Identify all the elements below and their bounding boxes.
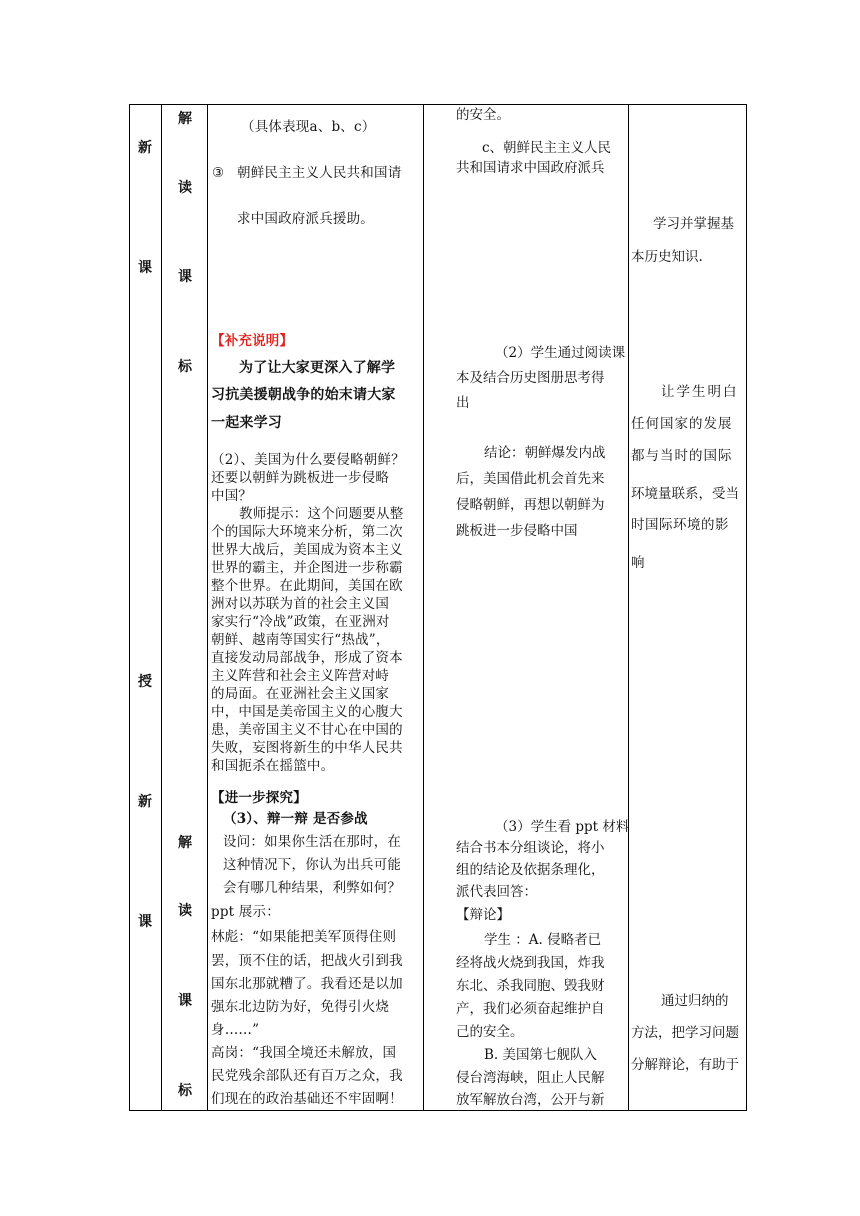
reading-label-char: 课 <box>178 993 192 1009</box>
content-line: 求中国政府派兵援助。 <box>237 211 374 227</box>
activity-text: 产，我们必须奋起维护自 <box>456 1001 605 1017</box>
quote-text: 国东北那就糟了。我看还是以加 <box>211 976 403 992</box>
activity-text: 侵台湾海峡，阻止人民解 <box>456 1070 605 1086</box>
activity-text: 本及结合历史图册思考得 <box>456 370 605 386</box>
quote-text: 们现在的政治基础还不牢固啊！ <box>211 1091 403 1107</box>
column-divider-3 <box>423 104 424 1111</box>
intent-text: 本历史知识. <box>631 249 703 265</box>
intent-text: 学习并掌握基 <box>653 216 734 232</box>
quote-text: 强东北边防为好，免得引火烧 <box>211 999 390 1015</box>
activity-text: 结合书本分组谈论，将小 <box>456 840 605 856</box>
activity-text: 共和国请求中国政府派兵 <box>456 160 605 176</box>
question-text: 中国？ <box>211 488 253 504</box>
intent-text: 响 <box>631 555 645 571</box>
reading-label-char: 课 <box>178 269 192 285</box>
teacher-hint: 的局面。在亚洲社会主义国家 <box>211 686 390 702</box>
reading-label-char: 读 <box>178 180 192 196</box>
activity-text: 放军解放台湾，公开与新 <box>456 1092 605 1108</box>
explore-title: （3）、辩一辩 是否参战 <box>223 811 368 827</box>
table-bottom-border <box>129 1110 746 1111</box>
activity-text: （3）学生看 ppt 材料 <box>495 819 630 835</box>
teacher-hint: 世界大战后，美国成为资本主义 <box>211 542 403 558</box>
quote-text: 罢，顶不住的话，把战火引到我 <box>211 953 403 969</box>
table-top-border <box>129 104 746 105</box>
content-line: （具体表现a、b、c） <box>241 119 376 135</box>
quote-text: 身……” <box>211 1022 260 1038</box>
column-divider-1 <box>161 104 162 1111</box>
supplement-text: 一起来学习 <box>211 415 282 431</box>
section-label-char: 新 <box>138 140 152 156</box>
teacher-hint: 世界的霸主，并企图进一步称霸 <box>211 560 403 576</box>
explore-heading: 【进一步探究】 <box>211 790 307 806</box>
reading-label-char: 解 <box>178 835 192 851</box>
section-label-char: 授 <box>138 674 152 690</box>
question-text: 会有哪几种结果，利弊如何？ <box>223 880 402 896</box>
column-divider-4 <box>628 104 629 1111</box>
activity-text: B. 美国第七舰队入 <box>484 1047 598 1063</box>
table-right-border <box>746 104 747 1111</box>
supplement-text: 为了让大家更深入了解学 <box>239 360 396 376</box>
reading-label-char: 标 <box>178 359 192 375</box>
teacher-hint: 洲对以苏联为首的社会主义国 <box>211 596 390 612</box>
question-text: 设问：如果你生活在那时，在 <box>223 834 402 850</box>
teacher-hint: 整个世界。在此期间，美国在欧 <box>211 578 403 594</box>
section-label-char: 课 <box>138 914 152 930</box>
activity-text: 跳板进一步侵略中国 <box>456 523 578 539</box>
activity-text: 东北、杀我同胞、毁我财 <box>456 978 605 994</box>
activity-text: 结论：朝鲜爆发内战 <box>484 445 606 461</box>
activity-text: 学生 ：A. 侵略者已 <box>484 932 602 948</box>
reading-label-char: 读 <box>178 903 192 919</box>
supplement-text: 习抗美援朝战争的始末请大家 <box>211 387 396 403</box>
activity-text: c、朝鲜民主主义人民 <box>482 140 612 156</box>
question-text: 这种情况下，你认为出兵可能 <box>223 857 402 873</box>
supplement-heading: 【补充说明】 <box>211 333 294 349</box>
intent-text: 分解辩论，有助于 <box>631 1057 739 1073</box>
intent-text: 让学生明白 <box>661 384 739 400</box>
intent-text: 都与当时的国际 <box>631 448 733 464</box>
quote-text: 林彪：“如果能把美军顶得住则 <box>211 929 397 945</box>
ppt-label: ppt 展示： <box>211 904 280 920</box>
list-number: ③ <box>212 165 225 181</box>
teacher-hint: 中，中国是美帝国主义的心腹大 <box>211 704 403 720</box>
teacher-hint: 直接发动局部战争，形成了资本 <box>211 650 403 666</box>
activity-text: 派代表回答： <box>456 884 537 900</box>
section-label-char: 课 <box>138 260 152 276</box>
intent-text: 时国际环境的影 <box>631 517 729 533</box>
teacher-hint: 教师提示：这个问题要从整 <box>239 506 404 522</box>
activity-text: 的安全。 <box>456 107 510 123</box>
teacher-hint: 和国扼杀在摇篮中。 <box>211 758 335 774</box>
activity-text: （2）学生通过阅读课 <box>495 345 626 361</box>
activity-text: 组的结论及依据条理化， <box>456 862 605 878</box>
teacher-hint: 家实行“冷战”政策，在亚洲对 <box>211 614 390 630</box>
intent-text: 环境量联系，受当 <box>631 486 739 502</box>
table-left-border <box>129 104 130 1111</box>
quote-text: 高岗：“我国全境还未解放，国 <box>211 1045 397 1061</box>
intent-text: 任何国家的发展 <box>631 416 733 432</box>
reading-label-char: 标 <box>178 1083 192 1099</box>
section-label-char: 新 <box>138 794 152 810</box>
activity-text: 侵略朝鲜，再想以朝鲜为 <box>456 497 605 513</box>
teacher-hint: 主义阵营和社会主义阵营对峙 <box>211 668 390 684</box>
question-text: 还要以朝鲜为跳板进一步侵略 <box>211 470 390 486</box>
activity-text: 后，美国借此机会首先来 <box>456 471 605 487</box>
column-divider-2 <box>207 104 208 1111</box>
activity-text: 经将战火烧到我国，炸我 <box>456 955 605 971</box>
debate-heading: 【辩论】 <box>456 907 510 923</box>
teacher-hint: 朝鲜、越南等国实行“热战”， <box>211 632 390 648</box>
content-line: 朝鲜民主主义人民共和国请 <box>237 165 402 181</box>
intent-text: 通过归纳的 <box>661 993 729 1009</box>
teacher-hint: 个的国际大环境来分析，第二次 <box>211 524 403 540</box>
question-text: （2）、美国为什么要侵略朝鲜？ <box>211 452 405 468</box>
activity-text: 出 <box>456 395 470 411</box>
intent-text: 方法，把学习问题 <box>631 1025 739 1041</box>
activity-text: 己的安全。 <box>456 1024 524 1040</box>
teacher-hint: 失败，妄图将新生的中华人民共 <box>211 740 403 756</box>
reading-label-char: 解 <box>178 111 192 127</box>
teacher-hint: 患，美帝国主义不甘心在中国的 <box>211 722 403 738</box>
quote-text: 民党残余部队还有百万之众，我 <box>211 1068 403 1084</box>
